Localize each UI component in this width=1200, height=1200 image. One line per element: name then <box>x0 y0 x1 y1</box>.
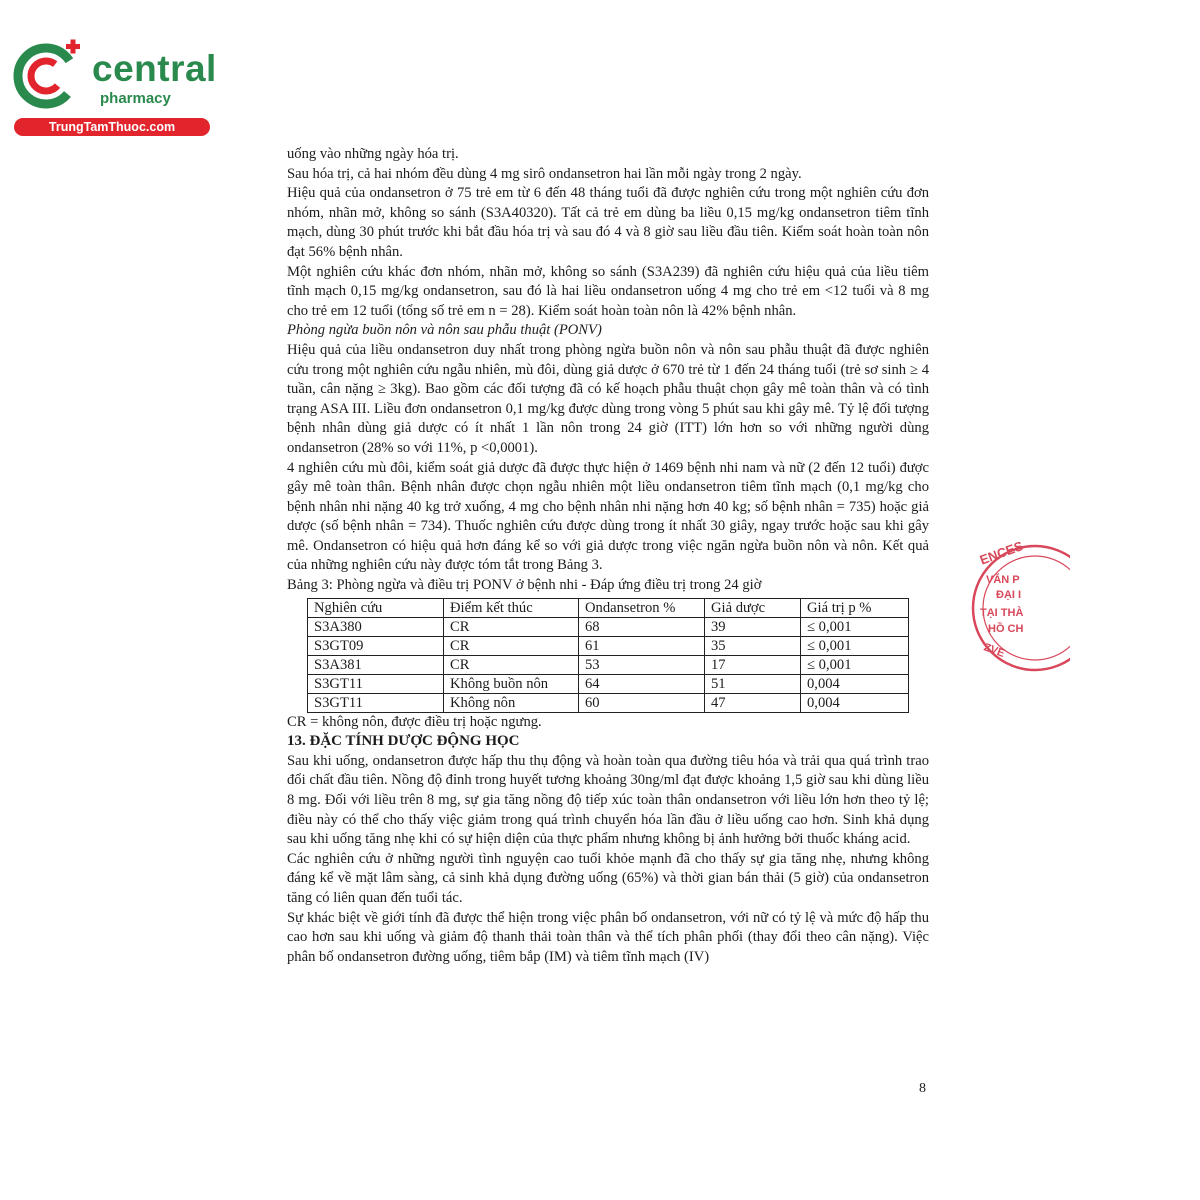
table-header-cell: Nghiên cứu <box>308 598 444 617</box>
paragraph: uống vào những ngày hóa trị. <box>287 146 459 162</box>
table-cell: 51 <box>705 674 801 693</box>
table-cell: 61 <box>579 636 705 655</box>
paragraph: Một nghiên cứu khác đơn nhóm, nhãn mở, không so sánh (S3A239) đã nghiên cứu hiệu quả của liều tiêm tĩnh mạch 0,15 mg/kg ondansetron, sau đó là hai liều ondansetron uống 4 mg cho trẻ em <12 tuổi và 8 mg cho trẻ em 12 tuổi (tổng số trẻ em n = 28). Kiểm soát hoàn toàn nôn là 42% bệnh nhân. <box>287 263 929 319</box>
table-row <box>308 655 909 674</box>
results-table <box>307 598 909 713</box>
ponv-heading: Phòng ngừa buồn nôn và nôn sau phẫu thuật (PONV) <box>287 322 602 339</box>
paragraph: Hiệu quả của ondansetron ở 75 trẻ em từ 6 đến 48 tháng tuổi đã được nghiên cứu trong một nghiên cứu đơn nhóm, nhãn mở, không so sánh (S3A40320). Tất cả trẻ em dùng ba liều 0,15 mg/kg ondansetron tiêm tĩnh mạch, dùng 30 phút trước khi bắt đầu hóa trị và sau đó 4 và 8 giờ sau liều đầu tiên. Kiểm soát hoàn toàn nôn đạt 56% bệnh nhân. <box>287 185 929 260</box>
table-cell: ≤ 0,001 <box>801 636 909 655</box>
table-cell: S3GT11 <box>308 693 444 712</box>
paragraph: 4 nghiên cứu mù đôi, kiểm soát giả dược đã được thực hiện ở 1469 bệnh nhi nam và nữ (2 đến 12 tuổi) được gây mê toàn thân. Bệnh nhân được chọn ngẫu nhiên một liều ondansetron tiêm tĩnh mạch (0,1 mg/kg cho bệnh nhân nhi nặng 40 kg trở xuống, 4 mg cho bệnh nhân nhi nặng hơn 40 kg; số bệnh nhân = 735) hoặc giả dược (số bệnh nhân = 734). Thuốc nghiên cứu được dùng trong ít nhất 30 giây, ngay trước hoặc sau khi gây mê. Ondansetron có hiệu quả hơn đáng kể so với giả dược trong việc ngăn ngừa buồn nôn và nôn. Kết quả của những nghiên cứu này được tóm tắt trong Bảng 3. <box>287 459 929 574</box>
pharmacy-logo-icon <box>10 36 90 116</box>
table-cell: ≤ 0,001 <box>801 617 909 636</box>
stamp-text-4: TẠI THÀ <box>980 607 1024 619</box>
stamp-text-1: ENCES <box>977 538 1026 568</box>
paragraph: Sự khác biệt về giới tính đã được thể hiện trong việc phân bố ondansetron, với nữ có tỷ lệ và mức độ hấp thu cao hơn sau khi uống và giảm độ thanh thải toàn thân và thể tích phân phối (thay đổi theo cân nặng). Việc phân bố ondansetron đường uống, tiêm bắp (IM) và tiêm tĩnh mạch (IV) <box>287 909 929 965</box>
table-cell: 68 <box>579 617 705 636</box>
stamp-seal-icon <box>960 528 1070 688</box>
stamp-text-2: VĂN P <box>986 574 1020 586</box>
stamp-text-6: ZVE <box>982 641 1007 660</box>
table-cell: 60 <box>579 693 705 712</box>
table-cell: S3A380 <box>308 617 444 636</box>
table-cell: 17 <box>705 655 801 674</box>
table-cell: S3A381 <box>308 655 444 674</box>
table-cell: 53 <box>579 655 705 674</box>
table-cell: CR <box>444 636 579 655</box>
table-header-cell: Ondansetron % <box>579 598 705 617</box>
table-header-cell: Giá trị p % <box>801 598 909 617</box>
table-cell: ≤ 0,001 <box>801 655 909 674</box>
table-cell: 64 <box>579 674 705 693</box>
table-header-cell: Điểm kết thúc <box>444 598 579 617</box>
paragraph: Các nghiên cứu ở những người tình nguyện cao tuổi khỏe mạnh đã cho thấy sự gia tăng nhẹ, nhưng không đáng kể về mặt lâm sàng, cả sinh khả dụng đường uống (65%) và thời gian bán thải (5 giờ) của ondansetron tăng có liên quan đến tuổi tác. <box>287 850 929 906</box>
central-pharmacy-logo <box>10 36 220 136</box>
table-cell: 35 <box>705 636 801 655</box>
table-header-cell: Giả dược <box>705 598 801 617</box>
section-title: 13. ĐẶC TÍNH DƯỢC ĐỘNG HỌC <box>287 733 520 750</box>
table-cell: 0,004 <box>801 693 909 712</box>
stamp-text-5: HỒ CH <box>988 623 1024 635</box>
table-cell: CR <box>444 655 579 674</box>
logo-site-badge: TrungTamThuoc.com <box>14 118 210 136</box>
paragraph: Sau khi uống, ondansetron được hấp thu thụ động và hoàn toàn qua đường tiêu hóa và trải qua quá trình trao đổi chất đầu tiên. Nồng độ đỉnh trong huyết tương khoảng 30ng/ml đạt được khoảng 1,5 giờ sau khi dùng liều 8 mg. Đối với liều trên 8 mg, sự gia tăng nồng độ tiếp xúc toàn thân ondansetron với liều lớn hơn theo tỷ lệ; điều này có thể cho thấy việc giảm trong quá trình chuyển hóa lần đầu ở liều uống cao hơn. Sinh khả dụng sau khi uống tăng nhẹ khi có sự hiện diện của thực phẩm nhưng không bị ảnh hưởng bởi thuốc kháng acid. <box>287 752 929 848</box>
logo-brand-text: central <box>92 48 217 89</box>
table-cell: Không buồn nôn <box>444 674 579 693</box>
table-cell: 0,004 <box>801 674 909 693</box>
page-number: 8 <box>919 1081 926 1096</box>
logo-sub-text: pharmacy <box>100 90 171 107</box>
table-cell: 39 <box>705 617 801 636</box>
table-row <box>308 636 909 655</box>
document-page <box>287 145 929 967</box>
paragraph: Hiệu quả của liều ondansetron duy nhất trong phòng ngừa buồn nôn và nôn sau phẫu thuật đã được nghiên cứu trong một nghiên cứu ngẫu nhiên, mù đôi, dùng giả dược ở 670 trẻ từ 1 đến 24 tháng tuổi (trẻ sơ sinh ≥ 4 tuần, cân nặng ≥ 3kg). Bao gồm các đối tượng đã có kế hoạch phẫu thuật chọn gây mê toàn thân và có tình trạng ASA III. Liều đơn ondansetron 0,1 mg/kg được dùng trong vòng 5 phút sau khi gây mê. Tỷ lệ đối tượng bệnh nhân dùng giả dược có ít nhất 1 lần nôn trong 24 giờ (ITT) lớn hơn so với những người dùng ondansetron (28% so với 11%, p <0,0001). <box>287 341 929 456</box>
table-row <box>308 693 909 712</box>
table-row <box>308 674 909 693</box>
table-note: CR = không nôn, được điều trị hoặc ngưng. <box>287 713 542 730</box>
table-row <box>308 617 909 636</box>
table-cell: S3GT11 <box>308 674 444 693</box>
table-cell: Không nôn <box>444 693 579 712</box>
stamp-text-3: ĐẠI I <box>996 589 1022 601</box>
table-header-row <box>308 598 909 617</box>
table-caption: Bảng 3: Phòng ngừa và điều trị PONV ở bệnh nhi - Đáp ứng điều trị trong 24 giờ <box>287 577 762 594</box>
official-stamp <box>960 528 1070 688</box>
table-cell: 47 <box>705 693 801 712</box>
table-cell: CR <box>444 617 579 636</box>
paragraph: Sau hóa trị, cả hai nhóm đều dùng 4 mg sirô ondansetron hai lần mỗi ngày trong 2 ngày. <box>287 165 802 182</box>
table-cell: S3GT09 <box>308 636 444 655</box>
